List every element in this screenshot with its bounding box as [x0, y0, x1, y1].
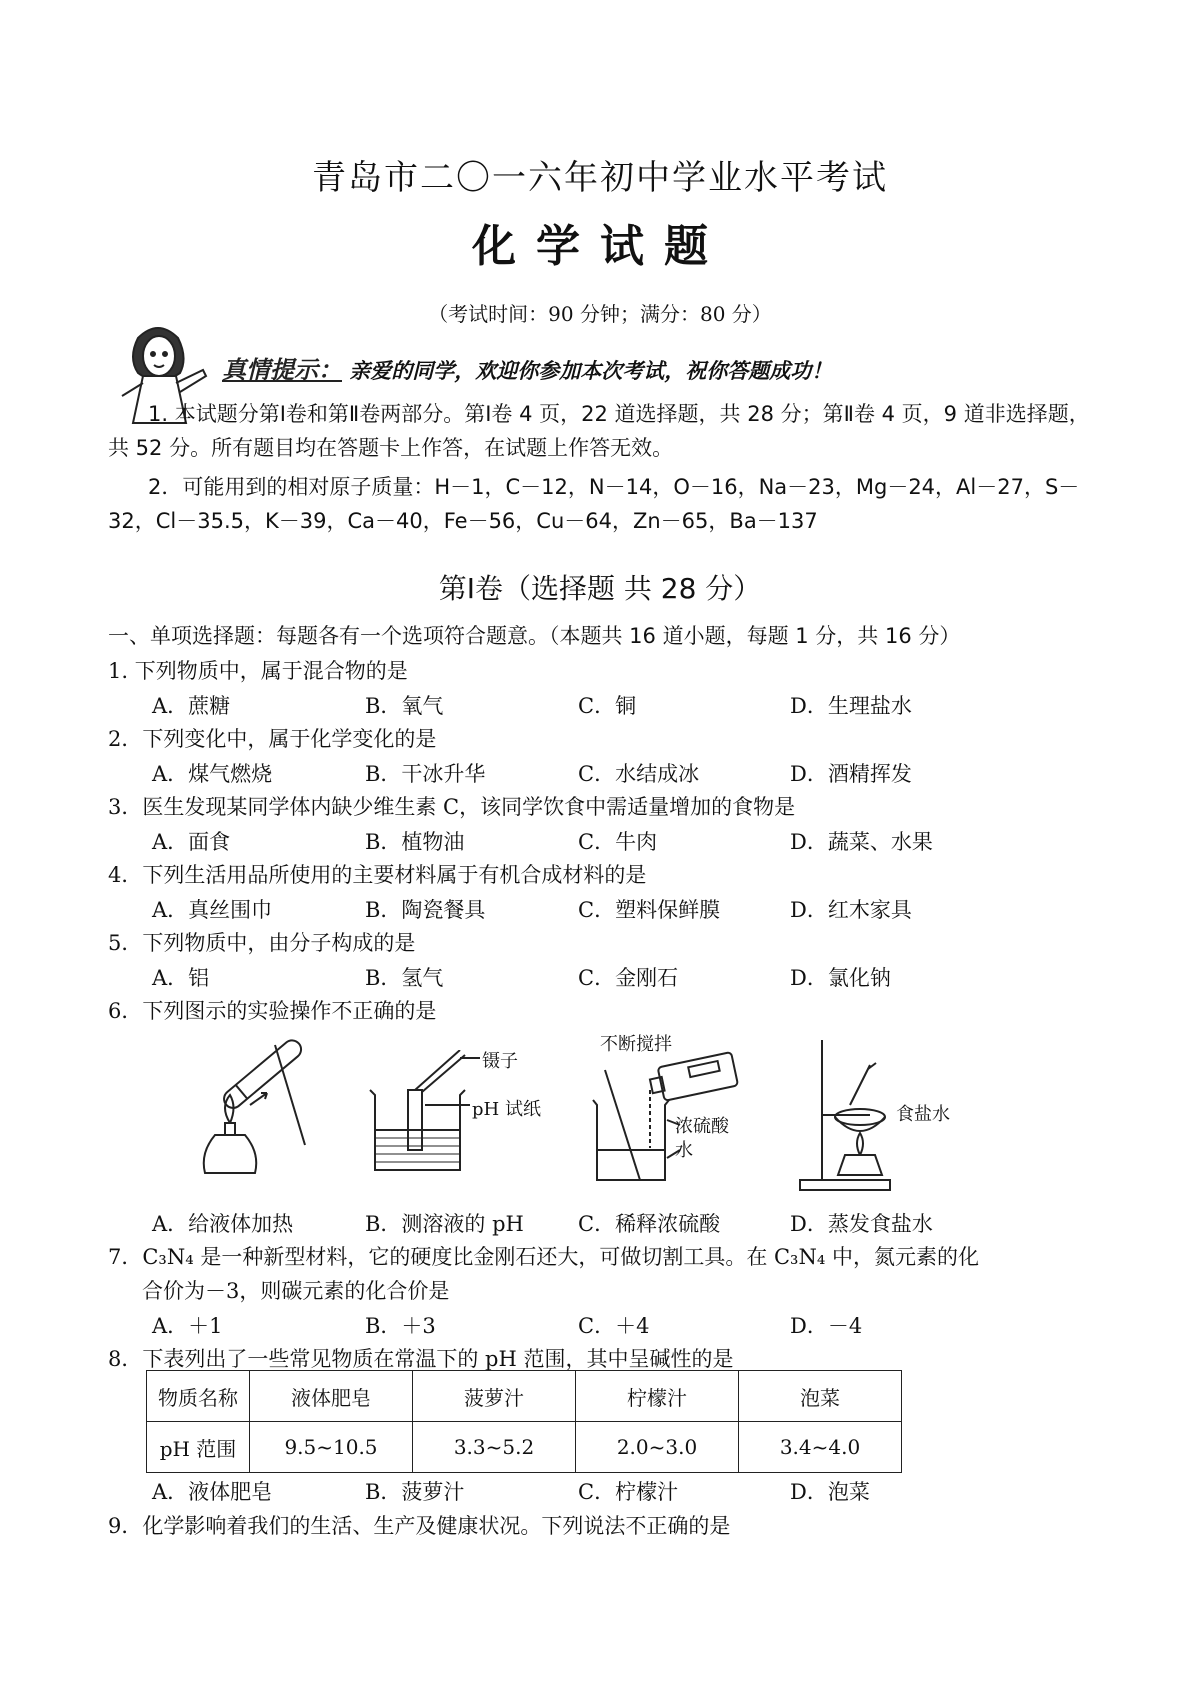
- table-cell: 2.0~3.0: [576, 1422, 739, 1473]
- label-tweezers: 镊子: [482, 1051, 518, 1072]
- ph-table-header-row: [147, 1371, 902, 1422]
- question-3-option-a: A．面食: [152, 830, 231, 854]
- question-2-option-c: C．水结成冰: [578, 762, 700, 786]
- question-2-option-a: A．煤气燃烧: [152, 762, 273, 786]
- question-5-option-a: A．铝: [152, 966, 210, 990]
- question-1-stem: 1. 下列物质中，属于混合物的是: [108, 659, 408, 683]
- table-cell: 泡菜: [739, 1371, 902, 1422]
- question-1-option-d: D．生理盐水: [790, 694, 912, 718]
- question-4-option-c: C．塑料保鲜膜: [578, 898, 721, 922]
- question-8-option-b: B．菠萝汁: [365, 1480, 465, 1504]
- part-title: 一、单项选择题：每题各有一个选项符合题意。（本题共 16 道小题，每题 1 分，共 16 分）: [108, 624, 961, 648]
- question-8-stem: 8．下表列出了一些常见物质在常温下的 pH 范围，其中呈碱性的是: [108, 1347, 734, 1371]
- question-7-stem-line2: 合价为－3，则碳元素的化合价是: [142, 1279, 450, 1303]
- question-6-option-c: C．稀释浓硫酸: [578, 1212, 721, 1236]
- table-cell: 3.4~4.0: [739, 1422, 902, 1473]
- question-2-stem: 2．下列变化中，属于化学变化的是: [108, 727, 437, 751]
- ph-table-data-row: [147, 1422, 902, 1473]
- question-2-option-b: B．干冰升华: [365, 762, 486, 786]
- table-cell: 菠萝汁: [413, 1371, 576, 1422]
- question-7-option-d: D．－4: [790, 1314, 863, 1338]
- label-ph-paper: pH 试纸: [472, 1099, 541, 1120]
- label-acid: 浓硫酸: [675, 1116, 729, 1137]
- question-7-option-a: A．＋1: [152, 1314, 223, 1338]
- table-cell: pH 范围: [147, 1422, 250, 1473]
- tip-label: 真情提示：: [222, 355, 342, 384]
- question-7-option-b: B．＋3: [365, 1314, 436, 1338]
- question-5-option-b: B．氢气: [365, 966, 444, 990]
- question-1-option-b: B．氧气: [365, 694, 444, 718]
- question-4-option-a: A．真丝围巾: [152, 898, 273, 922]
- instruction-2: 2．可能用到的相对原子质量：H－1，C－12，N－14，O－16，Na－23，Mg－24，Al－27，S－32，Cl－35.5，K－39，Ca－40，Fe－56，Cu－64，Zn－65，Ba－137: [108, 475, 1080, 533]
- exam-title: 青岛市二〇一六年初中学业水平考试: [312, 158, 888, 198]
- question-3-option-b: B．植物油: [365, 830, 465, 854]
- question-4-stem: 4．下列生活用品所使用的主要材料属于有机合成材料的是: [108, 863, 647, 887]
- question-6-option-a: A．给液体加热: [152, 1212, 294, 1236]
- table-cell: 柠檬汁: [576, 1371, 739, 1422]
- question-8-option-c: C．柠檬汁: [578, 1480, 679, 1504]
- table-cell: 3.3~5.2: [413, 1422, 576, 1473]
- question-5-stem: 5．下列物质中，由分子构成的是: [108, 931, 416, 955]
- ph-table: [146, 1370, 902, 1473]
- question-6-option-b: B．测溶液的 pH: [365, 1212, 524, 1236]
- subject-title: 化学试题: [472, 221, 728, 272]
- question-9-stem: 9．化学影响着我们的生活、生产及健康状况。下列说法不正确的是: [108, 1514, 731, 1538]
- label-stir: 不断搅拌: [600, 1034, 672, 1055]
- question-6-option-d: D．蒸发食盐水: [790, 1212, 933, 1236]
- tip-line: [222, 350, 832, 385]
- question-3-stem: 3．医生发现某同学体内缺少维生素 C，该同学饮食中需适量增加的食物是: [108, 795, 796, 819]
- tip-text: 亲爱的同学，欢迎你参加本次考试，祝你答题成功！: [349, 358, 833, 383]
- instruction-1: 1. 本试题分第Ⅰ卷和第Ⅱ卷两部分。第Ⅰ卷 4 页，22 道选择题，共 28 分；第Ⅱ卷 4 页，9 道非选择题，共 52 分。所有题目均在答题卡上作答，在试题上作答无效。: [108, 402, 1090, 460]
- question-6-stem: 6．下列图示的实验操作不正确的是: [108, 999, 437, 1023]
- question-4-option-d: D．红木家具: [790, 898, 912, 922]
- section-title: 第Ⅰ卷（选择题 共 28 分）: [438, 572, 762, 605]
- table-cell: 液体肥皂: [250, 1371, 413, 1422]
- label-saltwater: 食盐水: [896, 1104, 950, 1125]
- table-cell: 9.5~10.5: [250, 1422, 413, 1473]
- question-4-option-b: B．陶瓷餐具: [365, 898, 486, 922]
- question-2-option-d: D．酒精挥发: [790, 762, 912, 786]
- question-7-stem-line1: 7．C₃N₄ 是一种新型材料，它的硬度比金刚石还大，可做切割工具。在 C₃N₄ 中，氮元素的化: [108, 1245, 979, 1269]
- exam-duration: （考试时间：90 分钟；满分：80 分）: [428, 302, 772, 326]
- question-5-option-c: C．金刚石: [578, 966, 679, 990]
- question-7-option-c: C．＋4: [578, 1314, 650, 1338]
- question-3-option-c: C．牛肉: [578, 830, 658, 854]
- question-1-option-c: C．铜: [578, 694, 637, 718]
- question-8-option-a: A．液体肥皂: [152, 1480, 273, 1504]
- question-5-option-d: D．氯化钠: [790, 966, 891, 990]
- figure-heating-liquid: [175, 1035, 325, 1185]
- figure-diluting-acid: [585, 1040, 755, 1190]
- question-1-option-a: A．蔗糖: [152, 694, 231, 718]
- question-3-option-d: D．蔬菜、水果: [790, 830, 933, 854]
- question-8-option-d: D．泡菜: [790, 1480, 870, 1504]
- label-water: 水: [675, 1140, 693, 1161]
- table-cell: 物质名称: [147, 1371, 250, 1422]
